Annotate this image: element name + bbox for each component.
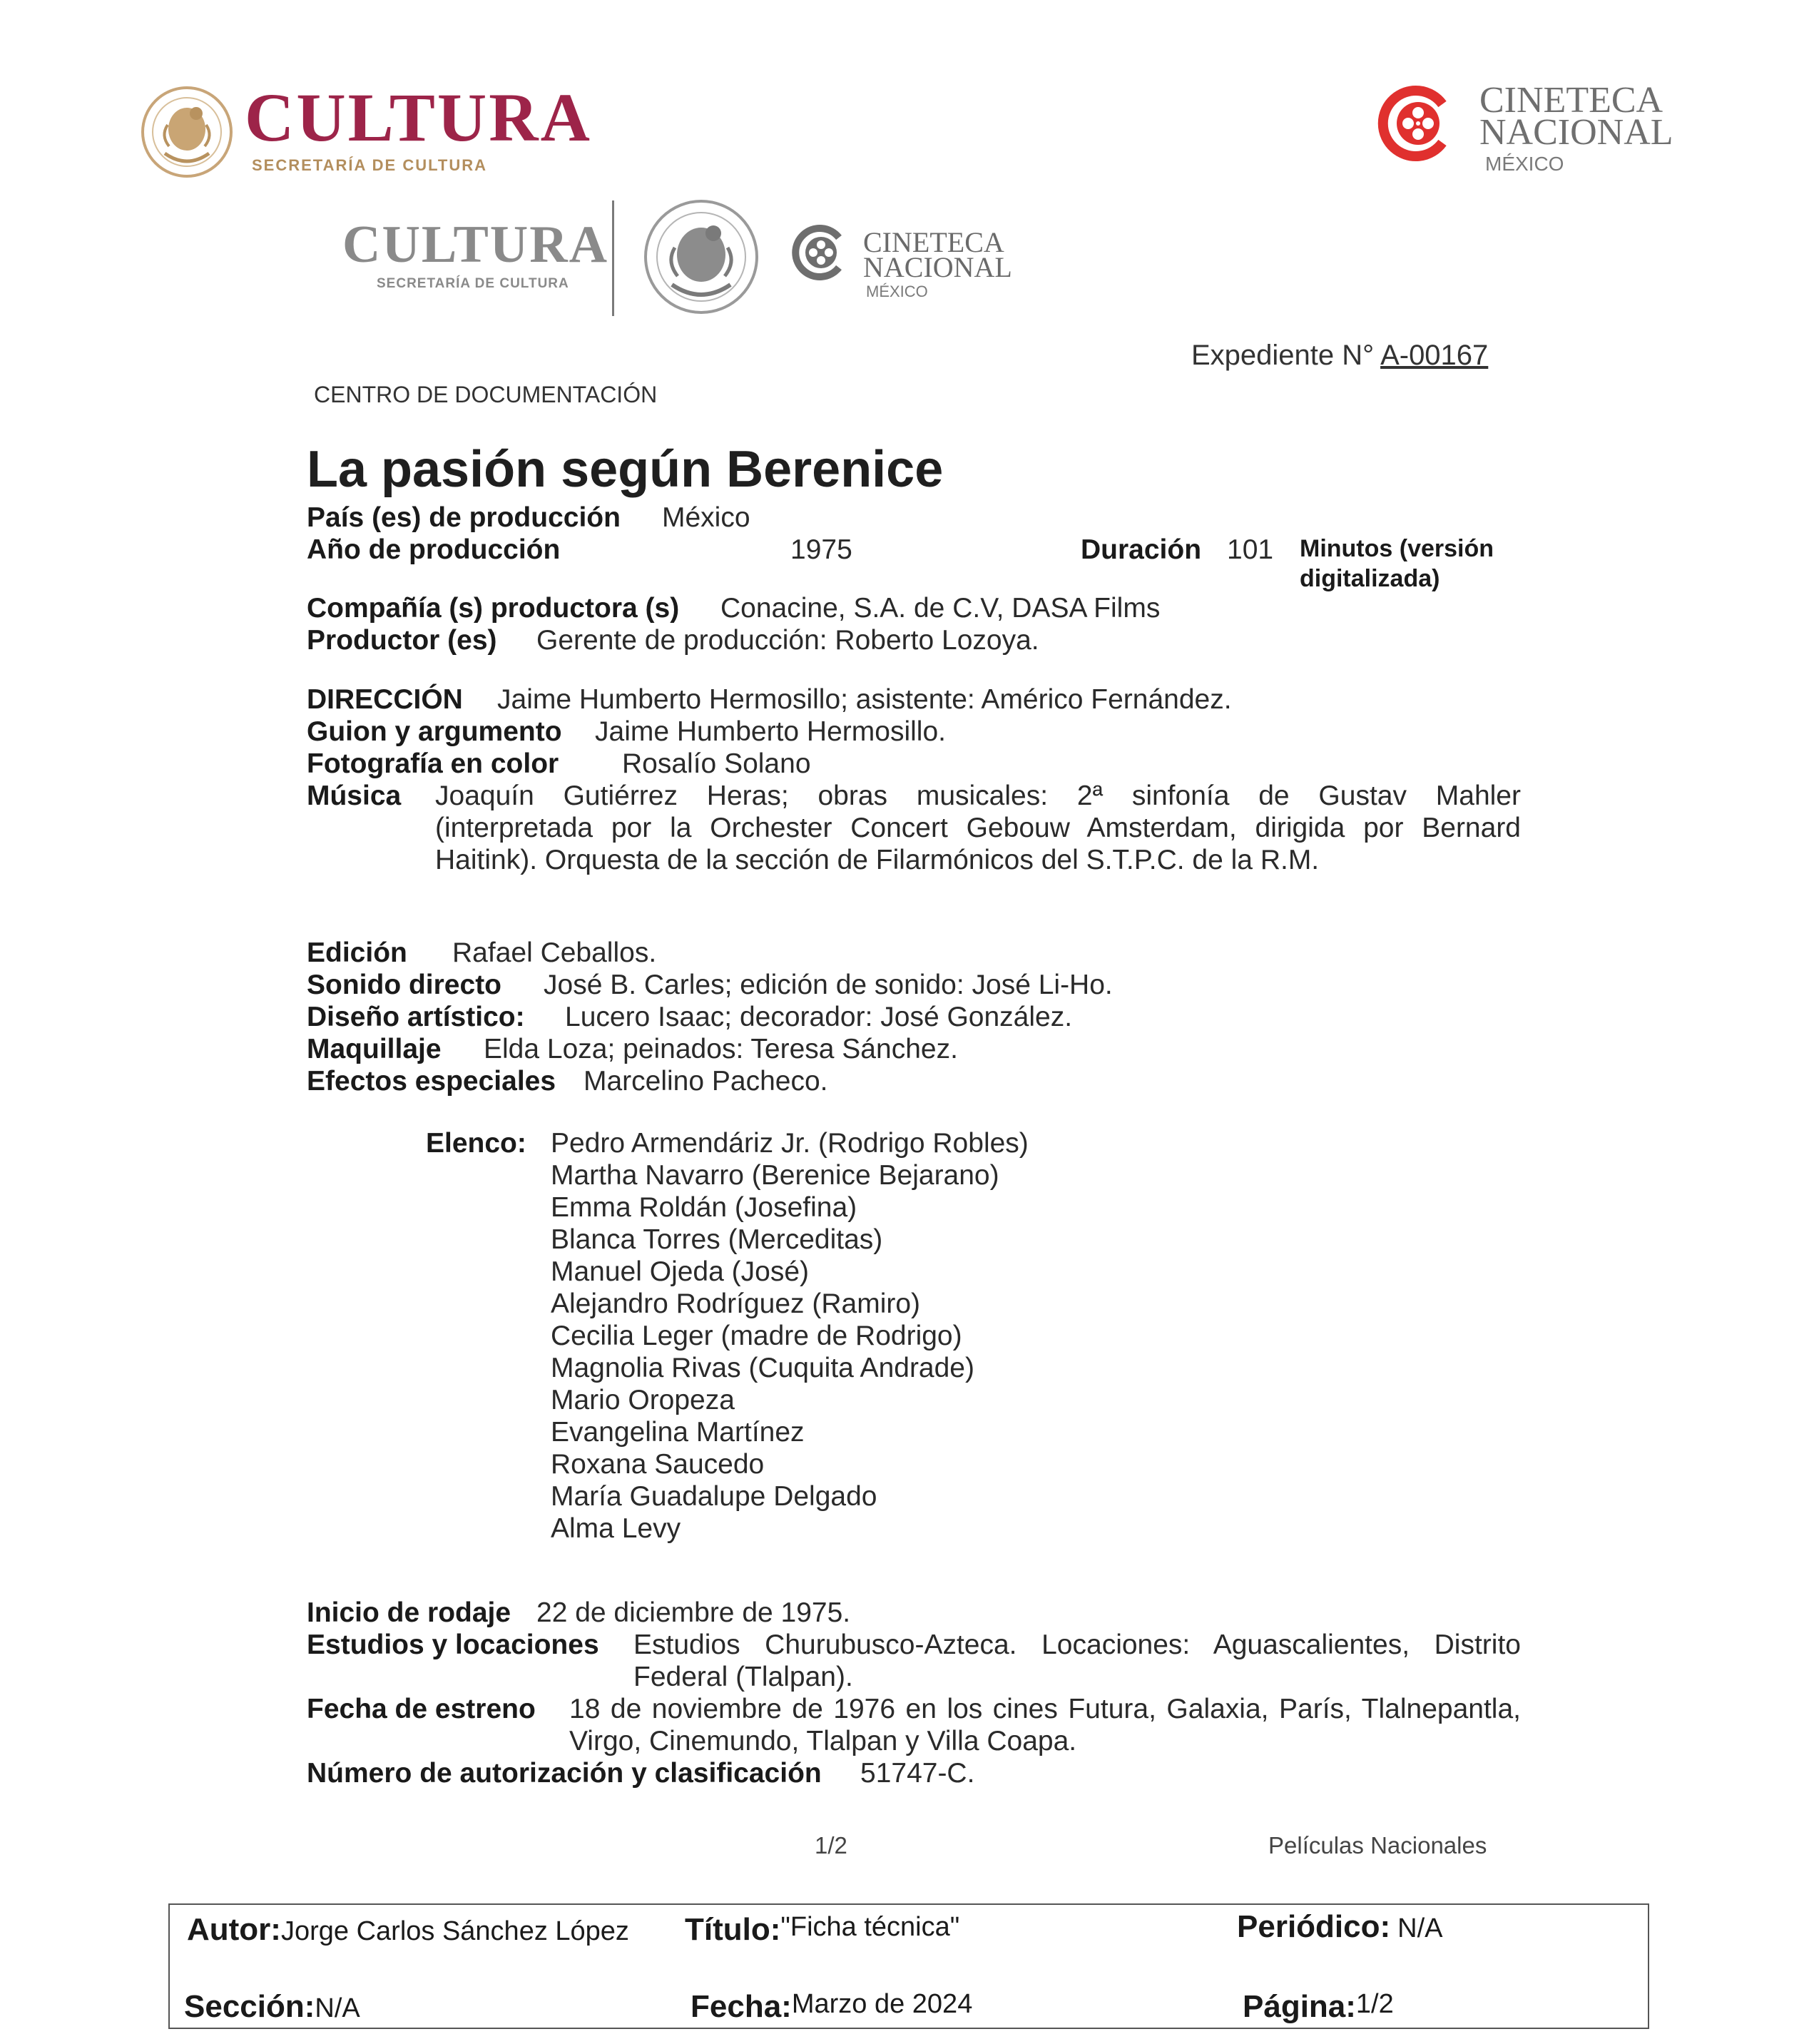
cast-member: Martha Navarro (Berenice Bejarano) <box>551 1160 999 1191</box>
seccion-value: N/A <box>315 1993 360 2023</box>
musica-line3: Haitink). Orquesta de la sección de Filarmónicos del S.T.P.C. de la R.M. <box>435 845 1320 875</box>
fecha-label: Fecha: <box>691 1989 792 2024</box>
anio-label: Año de producción <box>307 534 561 565</box>
foto-value: Rosalío Solano <box>622 748 811 779</box>
expediente-label: Expediente N° <box>1191 340 1375 371</box>
diseno-label: Diseño artístico: <box>307 1002 525 1032</box>
duracion-unit-line2: digitalizada) <box>1300 565 1440 592</box>
film-title: La pasión según Berenice <box>307 441 944 498</box>
edicion-value: Rafael Ceballos. <box>452 937 657 968</box>
cineteca-line2: NACIONAL <box>1479 112 1673 153</box>
collection-label: Películas Nacionales <box>1268 1832 1487 1859</box>
edicion-label: Edición <box>307 937 407 968</box>
duracion-unit-line1: Minutos (versión <box>1300 535 1494 562</box>
cultura-wordmark: CULTURA <box>245 79 592 156</box>
estreno-line1: 18 de noviembre de 1976 en los cines Futura, Galaxia, París, Tlalnepantla, <box>569 1694 1521 1724</box>
expediente <box>1191 339 1488 372</box>
seccion-field <box>184 1989 360 2025</box>
efectos-label: Efectos especiales <box>307 1066 556 1097</box>
estudios-line2: Federal (Tlalpan). <box>633 1662 853 1692</box>
pagina-label: Página: <box>1243 1989 1356 2024</box>
cast-member: Alejandro Rodríguez (Ramiro) <box>551 1288 921 1319</box>
musica-line1: Joaquín Gutiérrez Heras; obras musicales: 2ª sinfonía de Gustav Mahler <box>435 781 1521 811</box>
cineteca-header-logo <box>1377 82 1691 182</box>
efectos-value: Marcelino Pacheco. <box>584 1066 828 1097</box>
numero-label: Número de autorización y clasificación <box>307 1758 822 1789</box>
estreno-line2: Virgo, Cinemundo, Tlalpan y Villa Coapa. <box>569 1726 1077 1756</box>
cast-member: Mario Oropeza <box>551 1385 735 1415</box>
doc-cultura-wordmark: CULTURA <box>342 215 609 274</box>
cineteca-line1: CINETECA <box>1479 80 1663 121</box>
maquillaje-value: Elda Loza; peinados: Teresa Sánchez. <box>484 1034 958 1064</box>
doc-logos <box>342 196 1020 321</box>
metadata-box <box>168 1903 1649 2029</box>
compania-value: Conacine, S.A. de C.V, DASA Films <box>720 593 1161 624</box>
page-number: 1/2 <box>815 1832 847 1859</box>
periodico-field <box>1237 1909 1443 1945</box>
direccion-label: DIRECCIÓN <box>307 684 463 715</box>
estudios-line1: Estudios Churubusco-Azteca. Locaciones: Aguascalientes, Distrito <box>633 1629 1521 1660</box>
inicio-label: Inicio de rodaje <box>307 1597 511 1628</box>
centro-documentacion: CENTRO DE DOCUMENTACIÓN <box>314 382 658 407</box>
film-reel-icon <box>1377 84 1455 163</box>
guion-value: Jaime Humberto Hermosillo. <box>595 716 946 747</box>
cast-member: Evangelina Martínez <box>551 1417 805 1448</box>
autor-value: Jorge Carlos Sánchez López <box>280 1916 629 1946</box>
foto-label: Fotografía en color <box>307 748 559 779</box>
autor-label: Autor: <box>187 1912 281 1947</box>
fecha-field <box>691 1989 972 2025</box>
pais-label: País (es) de producción <box>307 502 621 533</box>
doc-logo-divider <box>612 200 614 316</box>
doc-cineteca-line2: NACIONAL <box>863 251 1012 283</box>
numero-value: 51747-C. <box>860 1758 975 1789</box>
cast-member: Roxana Saucedo <box>551 1449 765 1480</box>
elenco-label: Elenco: <box>426 1128 526 1159</box>
anio-value: 1975 <box>790 534 852 565</box>
cast-member: María Guadalupe Delgado <box>551 1481 877 1512</box>
diseno-value: Lucero Isaac; decorador: José González. <box>565 1002 1073 1032</box>
doc-cineteca-line3: MÉXICO <box>866 283 928 300</box>
musica-line2: (interpretada por la Orchester Concert Gebouw Amsterdam, dirigida por Bernard <box>435 813 1521 843</box>
direccion-value: Jaime Humberto Hermosillo; asistente: Américo Fernández. <box>497 684 1232 715</box>
estreno-label: Fecha de estreno <box>307 1694 536 1724</box>
inicio-value: 22 de diciembre de 1975. <box>536 1597 851 1628</box>
estudios-label: Estudios y locaciones <box>307 1629 599 1660</box>
periodico-value: N/A <box>1397 1913 1443 1943</box>
elenco-list <box>551 1127 1029 1545</box>
cast-member: Magnolia Rivas (Cuquita Andrade) <box>551 1353 974 1383</box>
doc-cineteca-line1: CINETECA <box>863 226 1004 258</box>
pais-value: México <box>662 502 750 533</box>
cultura-subtitle: SECRETARÍA DE CULTURA <box>252 156 488 174</box>
duracion-value: 101 <box>1227 534 1274 565</box>
doc-cultura-subtitle: SECRETARÍA DE CULTURA <box>377 276 569 291</box>
titulo-value: "Ficha técnica" <box>780 1912 960 1942</box>
cast-member: Emma Roldán (Josefina) <box>551 1192 857 1223</box>
cast-member: Cecilia Leger (madre de Rodrigo) <box>551 1321 962 1351</box>
fecha-value: Marzo de 2024 <box>791 1989 973 2019</box>
musica-label: Música <box>307 781 402 811</box>
titulo-label: Título: <box>685 1912 781 1947</box>
coat-of-arms-icon <box>139 82 235 182</box>
sonido-value: José B. Carles; edición de sonido: José Li-Ho. <box>544 970 1113 1000</box>
expediente-number: A-00167 <box>1380 340 1489 371</box>
doc-coat-of-arms-icon <box>641 196 762 317</box>
compania-label: Compañía (s) productora (s) <box>307 593 680 624</box>
pagina-value: 1/2 <box>1355 1989 1394 2019</box>
duracion-label: Duración <box>1081 534 1202 565</box>
periodico-label: Periódico: <box>1237 1909 1391 1944</box>
pagina-field <box>1243 1989 1394 2025</box>
cast-member: Pedro Armendáriz Jr. (Rodrigo Robles) <box>551 1128 1029 1159</box>
maquillaje-label: Maquillaje <box>307 1034 442 1064</box>
cineteca-line3: MÉXICO <box>1485 153 1564 175</box>
productor-value: Gerente de producción: Roberto Lozoya. <box>536 625 1039 656</box>
cast-member: Manuel Ojeda (José) <box>551 1256 810 1287</box>
seccion-label: Sección: <box>184 1989 315 2024</box>
cultura-header-logo <box>139 79 610 185</box>
titulo-field <box>685 1912 959 1948</box>
guion-label: Guion y argumento <box>307 716 562 747</box>
productor-label: Productor (es) <box>307 625 497 656</box>
cast-member: Alma Levy <box>551 1513 681 1544</box>
autor-field <box>187 1912 629 1948</box>
sonido-label: Sonido directo <box>307 970 501 1000</box>
cast-member: Blanca Torres (Merceditas) <box>551 1224 883 1255</box>
doc-film-reel-icon <box>790 223 849 282</box>
